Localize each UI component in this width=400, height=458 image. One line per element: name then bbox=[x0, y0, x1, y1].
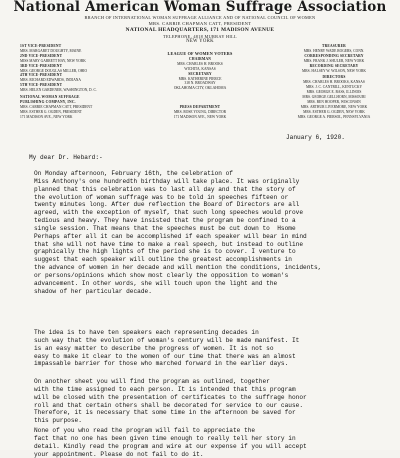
text-line: On Monday afternoon, February 16th, the celebration of bbox=[34, 170, 233, 177]
text-line: Perhaps after all it can be accomplished if each speaker will bear in mind bbox=[34, 232, 307, 240]
officer-line: MRS. GEORGE E. BASS, ILLINOIS bbox=[306, 90, 362, 95]
league-line: MRS. CHARLES H. BROOKS bbox=[177, 61, 223, 66]
press-line: MRS. ROSE YOUNG, DIRECTOR bbox=[173, 110, 227, 115]
officer-line: 1ST VICE-PRESIDENT bbox=[20, 44, 62, 48]
text-line: advancement. In other words, she will touch upon the light and the bbox=[34, 279, 278, 287]
press-line: PRESS DEPARTMENT bbox=[179, 105, 221, 110]
league-line: CHAIRMAN bbox=[188, 56, 212, 61]
text-line: agreed, with the exception of myself, that such long speeches would prove bbox=[34, 209, 304, 217]
text-line: easy to make it clear to the women of our time that there was an almost bbox=[34, 352, 296, 360]
text-line: such way that the evolution of woman's century will be made manifest. It bbox=[34, 336, 300, 344]
text-line: single session. That means that the speeches must be cut down to Hsome bbox=[34, 224, 296, 232]
officer-line: MRS. HELEN GARDENER, WASHINGTON, D. C. bbox=[20, 88, 97, 93]
officer-line: NATIONAL WOMAN SUFFRAGE bbox=[20, 95, 80, 100]
text-line: with the time assigned to each person. It is intended that this program bbox=[34, 385, 296, 393]
body-paragraph-2 bbox=[34, 329, 394, 368]
letterhead-president: MRS. CARRIE CHAPMAN CATT, PRESIDENT bbox=[148, 21, 252, 26]
text-line: that she will not have time to make a real speech, but instead to outline bbox=[34, 240, 304, 248]
officer-line: MRS. J. C. CANTRILL, KENTUCKY bbox=[305, 85, 363, 90]
officer-line: MRS. BEN HOOPER, WISCONSIN bbox=[307, 99, 361, 104]
officer-line: RECORDING SECRETARY bbox=[309, 63, 359, 68]
officer-line: 2ND VICE-PRESIDENT bbox=[20, 53, 63, 58]
officer-line: MRS. GEORGE DOUGLAS MILLER, OHIO bbox=[20, 68, 88, 73]
text-line: this purpose. bbox=[34, 417, 82, 425]
text-line: impassable barrier for those who marched forward in the earlier days. bbox=[34, 360, 289, 368]
officer-line: PUBLISHING COMPANY, INC. bbox=[20, 99, 76, 104]
officer-line: MRS. HALSEY W. WILSON, NEW YORK bbox=[302, 68, 366, 73]
league-line: WICHITA, KANSAS bbox=[184, 66, 216, 71]
league-line: MRS. KATHERINE PIERCE bbox=[178, 76, 222, 81]
officer-line: MRS. GEORGE GELLHORN, MISSOURI bbox=[302, 95, 366, 100]
officer-line: 171 MADISON AVE., NEW YORK bbox=[20, 114, 73, 119]
officer-line: MRS. ESTHER G. OGDEN, NEW YORK bbox=[303, 109, 365, 114]
text-line: tedious and heavy. They have insisted that the program be confined to a bbox=[34, 217, 296, 225]
league-line: 318 N. BROADWAY bbox=[184, 81, 216, 86]
letter-date: January 6, 1920. bbox=[286, 134, 345, 141]
letterhead-phone: TELEPHONE, 4818 MURRAY HILL bbox=[163, 34, 237, 39]
text-line: On another sheet you will find the program as outlined, together bbox=[34, 378, 270, 385]
text-line: the evolution of woman suffrage was to be told in speeches fifteen or bbox=[34, 193, 289, 201]
text-line: or persons/opinions which show most clearly the opposition to woman's bbox=[34, 271, 289, 279]
text-line: shadow of her particular decade. bbox=[34, 287, 152, 295]
officer-line: TREASURER bbox=[322, 44, 346, 48]
officer-line: MRS. GEORGE A. PIERSOL, PENNSYLVANIA bbox=[297, 114, 371, 119]
salutation: My dear Dr. Hebard:- bbox=[29, 154, 103, 161]
officers-right-column bbox=[282, 44, 386, 120]
officer-line: MRS. ESTHER G. OGDEN, PRESIDENT bbox=[20, 109, 82, 114]
officer-line: MRS. HENRY WADE ROGERS, CONN. bbox=[303, 48, 365, 53]
text-line: Therefore, it is necessary that some time in the afternoon be saved for bbox=[34, 409, 296, 417]
officer-line: DIRECTORS bbox=[322, 75, 346, 80]
letterhead-city: NEW YORK bbox=[186, 39, 214, 44]
spacer bbox=[150, 91, 250, 105]
text-line: None of you who read the program will fail to appreciate the bbox=[34, 427, 256, 434]
text-line: Miss Anthony's one hundredth birthday will take place. It was originally bbox=[34, 177, 300, 185]
officer-line: 5TH VICE-PRESIDENT bbox=[20, 83, 63, 88]
press-line: 171 MADISON AVE., NEW YORK bbox=[173, 115, 227, 120]
league-line: OKLAHOMA CITY, OKLAHOMA bbox=[173, 86, 227, 91]
officer-line: CORRESPONDING SECRETARY bbox=[304, 53, 364, 58]
text-line: planned that this celebration was to last all day and that the story of bbox=[34, 185, 296, 193]
text-line: twenty minutes long. After due reflection the Board of Directors are all bbox=[34, 201, 300, 209]
letterhead-headquarters: NATIONAL HEADQUARTERS, 171 MADISON AVENUE bbox=[125, 27, 275, 33]
league-middle-column bbox=[150, 52, 250, 120]
officer-line: MRS. CARRIE CHAPMAN CATT, PRESIDENT bbox=[20, 104, 93, 109]
league-line: SECRETARY bbox=[188, 71, 212, 76]
letterhead-branch: BRANCH OF INTERNATIONAL WOMAN SUFFRAGE ALLIANCE AND OF NATIONAL COUNCIL OF WOMEN bbox=[84, 15, 316, 20]
body-paragraph-3 bbox=[34, 378, 394, 425]
officer-line: MRS. FRANK J. SHULER, NEW YORK bbox=[303, 58, 365, 63]
league-title: LEAGUE OF WOMEN VOTERS bbox=[167, 51, 233, 56]
officer-line: 4TH VICE-PRESIDENT bbox=[20, 73, 63, 78]
letterhead-title: National American Woman Suffrage Association bbox=[13, 0, 387, 15]
officer-line: MRS. RICHARD EDWARDS, INDIANA bbox=[20, 78, 81, 83]
text-line: your appointment. Please do not fail to do it. bbox=[34, 450, 204, 458]
text-line: graphically the high lights of the period she is to cover. I venture to bbox=[34, 248, 296, 256]
officer-line: 3RD VICE-PRESIDENT bbox=[20, 63, 63, 68]
text-line: will be closed with the presentation of certificates to the suffrage honor bbox=[34, 393, 307, 401]
text-line: suggest that each speaker will outline the greatest accomplishments in bbox=[34, 256, 292, 264]
officer-line: MRS. CHARLES H. BROOKS, KANSAS bbox=[303, 80, 365, 85]
text-line: roll and that certain others shall be decorated for service to our cause. bbox=[34, 401, 304, 409]
text-line: fact that no one has been given time enough to really tell her story in bbox=[34, 434, 296, 442]
body-paragraph-4 bbox=[34, 427, 394, 458]
officer-line: MISS MARY GARRETT HAY, NEW YORK bbox=[20, 58, 86, 63]
text-line: detail. Kindly read the program and wire at our expense if you will accept bbox=[34, 442, 307, 450]
text-line: The idea is to have ten speakers each representing decades in bbox=[34, 329, 259, 336]
officer-line: MRS. ARTHUR LIVERMORE, NEW YORK bbox=[300, 104, 368, 109]
text-line: is an easy matter to describe the progress of women. It is not so bbox=[34, 344, 274, 352]
officers-left-column bbox=[20, 44, 115, 120]
officer-line: MRS. MARGARET DOUGHTY, MAINE bbox=[20, 48, 82, 53]
text-line: the advance of women in her decade and will mention the conditions, incidents, bbox=[34, 264, 322, 272]
body-paragraph-1 bbox=[34, 170, 394, 296]
